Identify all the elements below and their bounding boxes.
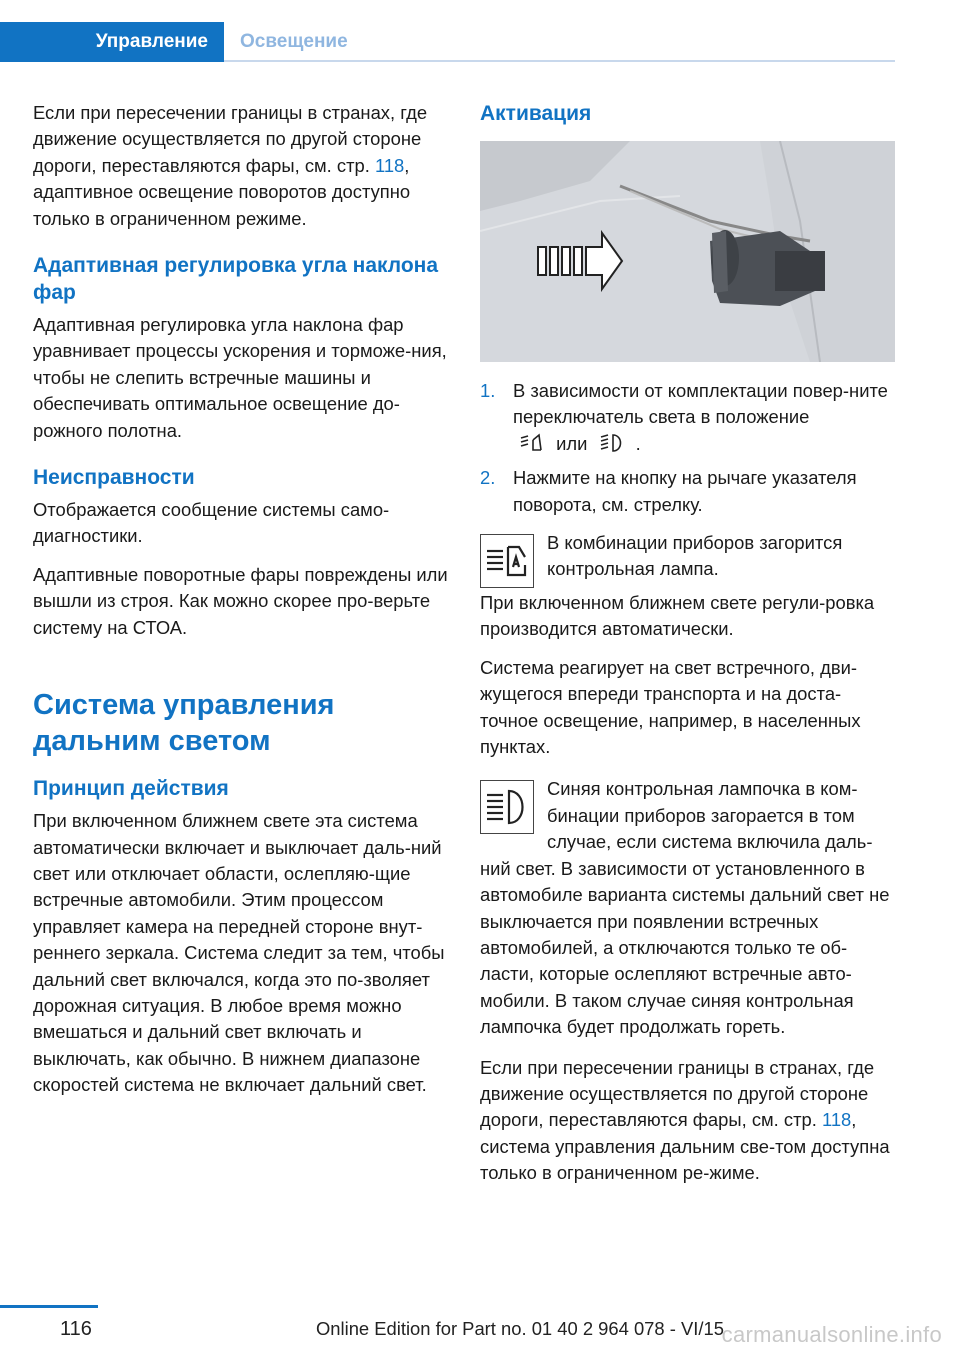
activation-steps	[480, 378, 898, 518]
step-or: или	[556, 432, 588, 454]
auto-light-icon	[519, 432, 545, 454]
high-beam-assist-indicator-icon	[480, 534, 534, 588]
left-column	[33, 100, 451, 1111]
lever-illustration	[480, 141, 895, 362]
faults-paragraph-1: Отображается сообщение системы само‐диагностики.	[33, 499, 390, 547]
indicator-note-1	[480, 530, 898, 590]
high-beam-indicator-icon	[480, 780, 534, 834]
auto-paragraph: При включенном ближнем свете регули‐ровка производится автоматически.	[480, 592, 875, 640]
heading-high-beam-assistant: Система управления дальним светом	[33, 689, 335, 758]
heading-faults: Неисправности	[33, 466, 195, 490]
note-2-text: Синяя контрольная лампочка в ком‐бинации приборов загорается в том случае, если система включила даль‐	[547, 778, 873, 853]
tab-underline	[224, 60, 895, 62]
page-link-118-right[interactable]: 118	[821, 1109, 852, 1131]
step-text: В зависимости от комплектации повер‐ните переключатель света в положение	[513, 380, 888, 428]
step-number: 1.	[480, 380, 496, 401]
step-number: 2.	[480, 467, 496, 489]
tab-lighting-label: Освещение	[240, 31, 348, 52]
heading-activation: Активация	[480, 102, 592, 125]
edition-note: Online Edition for Part no. 01 40 2 964 078 - VI/15	[316, 1318, 724, 1339]
indicator-note-2	[480, 776, 898, 1040]
tab-control-label: Управление	[95, 31, 208, 52]
page-link-118[interactable]: 118	[374, 154, 405, 176]
note-1-text: В комбинации приборов загорится контрольная лампа.	[547, 532, 843, 580]
low-beam-icon	[599, 432, 625, 454]
faults-paragraph-2: Адаптивные поворотные фары повреждены или вышли из строя. Как можно скорее про‐верьте систему на СТОА.	[33, 563, 448, 638]
reaction-paragraph: Система реагирует на свет встречного, дви‐жущегося впереди транспорта и на доста‐точное освещение, например, в населенных пунктах.	[480, 656, 861, 758]
header-tabs	[0, 22, 895, 62]
page-number: 116	[60, 1318, 92, 1340]
note-2-continuation: ний свет. В зависимости от установленного в автомобиле варианта системы дальний свет не выключается при появлении встречных автомобилей, а отключаются только те об‐ласти, которые ослепляют встречные авто‐мобили. В таком случае синяя контрольная лампочка будет продолжать гореть.	[480, 857, 890, 1038]
heading-headlight-tilt: Адаптивная регулировка угла наклона фар	[33, 254, 439, 305]
right-column	[480, 100, 898, 1199]
footer-rule	[0, 1305, 98, 1308]
step-2	[480, 465, 898, 518]
tab-lighting[interactable]	[240, 22, 348, 62]
intro-paragraph: Если при пересечении границы в странах, где движение осуществляется по другой стороне дороги, переставляются фары, см. стр. 118, адаптивное освещение поворотов доступно только в ограниченном режиме.	[33, 102, 428, 229]
border-crossing-paragraph: Если при пересечении границы в странах, где движение осуществляется по другой стороне дороги, переставляются фары, см. стр. 118, система управления дальним све‐том доступна только в ограниченном ре‐жиме.	[480, 1056, 890, 1184]
watermark: carmanualsonline.info	[721, 1322, 942, 1347]
principle-paragraph: При включенном ближнем свете эта система автоматически включает и выключает даль‐ний свет или отключает области, ослепляю‐щие встречные автомобили. Этим процессом управляет камера на передней стороне внут‐реннего зеркала. Система следит за тем, чтобы дальний свет включался, когда это по‐зволяет дорожная ситуация. В любое время можно вмешаться и дальний свет включать и выключать, как обычно. В нижнем диапазоне скоростей система не включает дальний свет.	[33, 810, 445, 1096]
tilt-paragraph: Адаптивная регулировка угла наклона фар уравнивает процессы ускорения и торможе‐ния, чтобы не слепить встречные машины и обеспечивать оптимальное освещение до‐рожного полотна.	[33, 314, 447, 441]
turn-signal-lever-image	[480, 141, 895, 362]
step-1: 1. В зависимости от комплектации повер‐ните переключатель света в положение или .	[480, 380, 888, 454]
tab-control[interactable]	[0, 22, 224, 62]
step-text: Нажмите на кнопку на рычаге указателя поворота, см. стрелку.	[513, 467, 857, 515]
heading-principle: Принцип действия	[33, 777, 229, 801]
